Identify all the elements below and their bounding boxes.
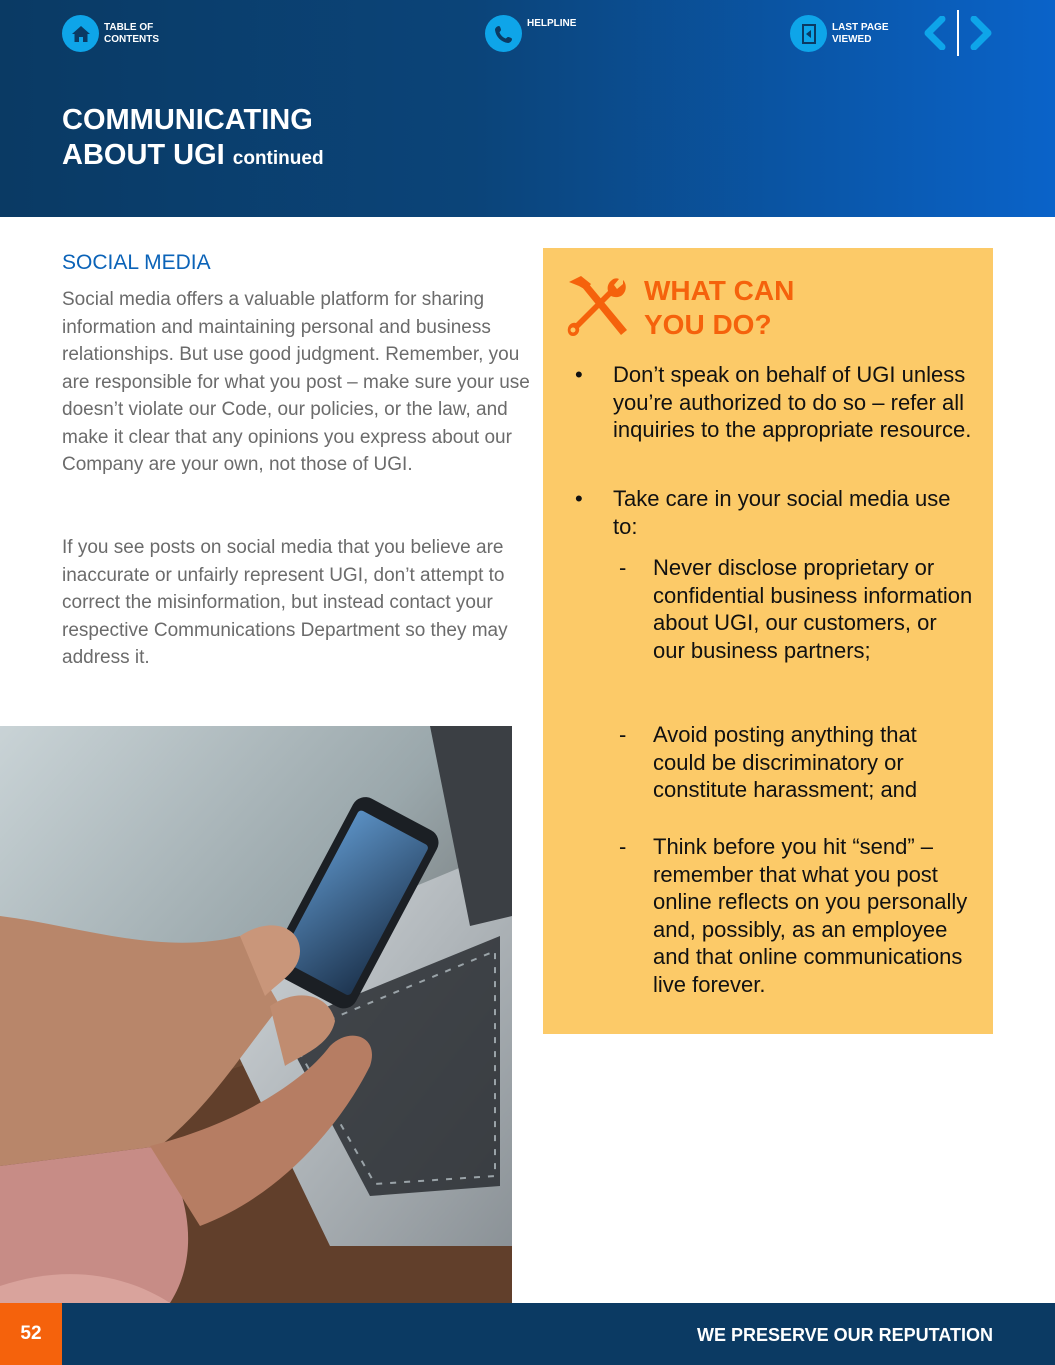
helpline-link[interactable] [485,15,607,52]
table-of-contents-link[interactable] [62,15,184,52]
toc-label: TABLE OF CONTENTS [104,21,159,45]
page-title [62,103,324,176]
social-media-paragraph-2: If you see posts on social media that you believe are inaccurate or unfairly represent UGI, don’t attempt to correct the misinformation, but instead contact your respective Communications Department so they may address it. [62,537,508,668]
bullet-mark: • [575,486,583,511]
page-title-main: ABOUT UGI [62,139,225,171]
list-item [575,361,978,444]
page-title-continued: continued [232,148,324,169]
last-page-label: LAST PAGE VIEWED [832,21,889,45]
page-number: 52 [0,1303,62,1365]
sub-item-text: Never disclose proprietary or confidential business information about UGI, our customers, or our business partners; [653,555,973,663]
footer-section-title: WE PRESERVE OUR REPUTATION [696,1325,993,1345]
dash-mark: - [619,834,627,859]
previous-page-icon[interactable] [920,16,948,50]
callout-title-line2: YOU DO? [644,309,772,340]
sub-list-item [619,554,973,664]
phone-icon [485,15,522,52]
photo-hands-phone-laptop [0,726,512,1303]
sub-item-text: Think before you hit “send” – remember that what you post online reflects on you personally and, possibly, as an employee and that online communications live forever. [653,834,968,997]
page-header [0,0,1055,217]
sub-list-item [619,833,973,998]
bullet-text: Don’t speak on behalf of UGI unless you’re authorized to do so – refer all inquiries to the appropriate resource. [613,362,972,442]
bullet-mark: • [575,362,583,387]
dash-mark: - [619,722,627,747]
tools-icon [565,274,631,338]
home-icon [62,15,99,52]
what-can-you-do-box [543,248,993,1034]
next-page-icon[interactable] [968,16,996,50]
page-title-line1: COMMUNICATING [62,104,313,136]
page-footer [0,1303,1055,1365]
list-item [575,485,978,540]
callout-title-line1: WHAT CAN [644,275,795,306]
last-page-viewed-link[interactable] [790,15,912,52]
pager-divider [957,10,959,56]
dash-mark: - [619,555,627,580]
helpline-label: HELPLINE [527,17,577,29]
back-page-icon [790,15,827,52]
social-media-paragraph-1: Social media offers a valuable platform for sharing information and maintaining personal and business relationships. But use good judgment. Remember, you are responsible for what you post – make sure your use doesn’t violate our Code, our policies, or the law, and make it clear that any opinions you express about our Company are your own, not those of UGI. [62,289,530,475]
section-heading: SOCIAL MEDIA [62,251,211,274]
bullet-text: Take care in your social media use to: [613,486,951,539]
sub-list-item [619,721,973,804]
sub-item-text: Avoid posting anything that could be discriminatory or constitute harassment; and [653,722,918,802]
callout-title [644,274,794,342]
page-navigation [920,10,995,56]
page-title-line2 [62,138,324,176]
